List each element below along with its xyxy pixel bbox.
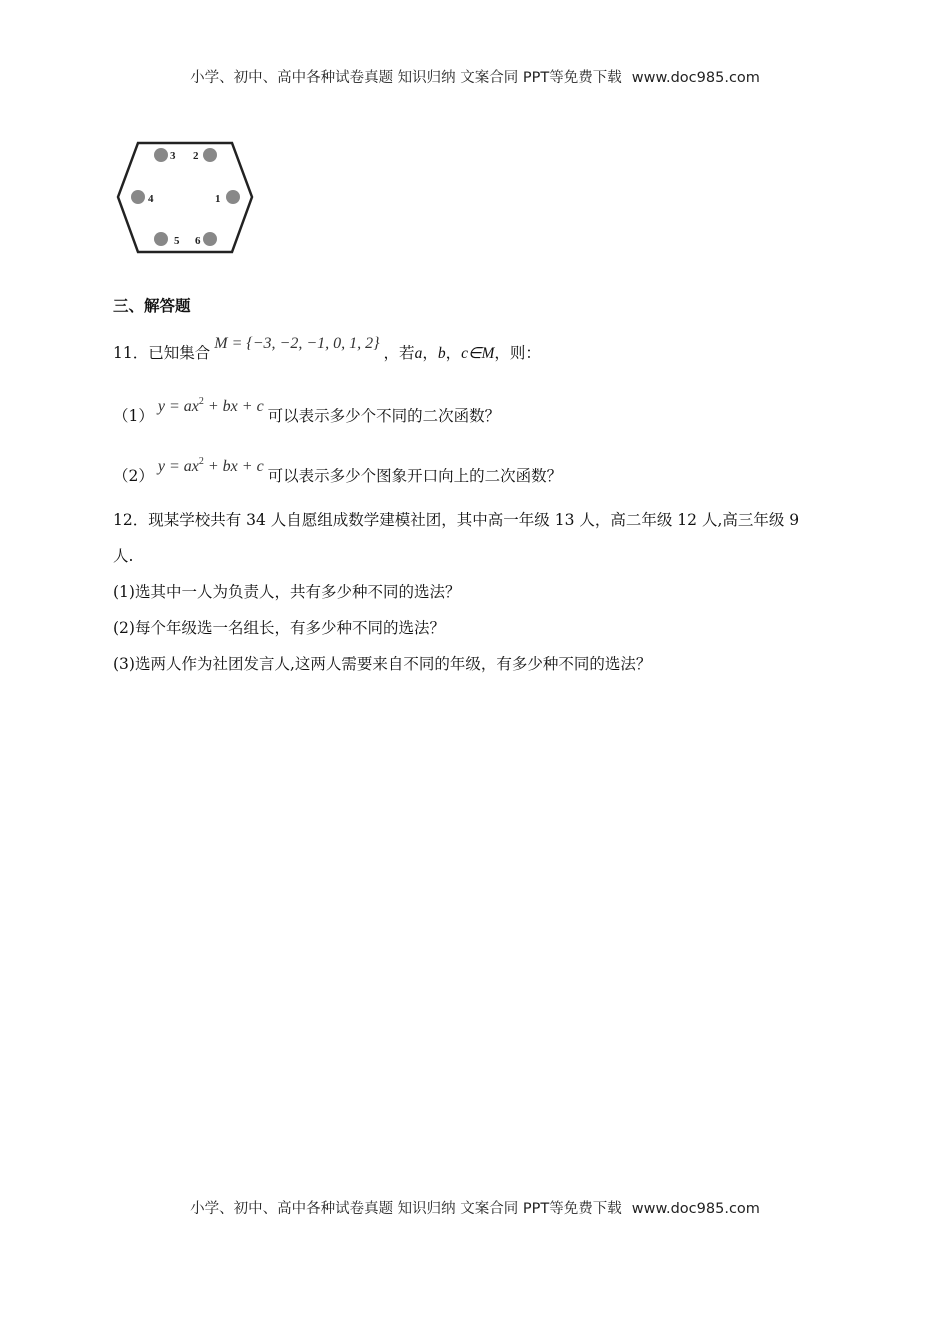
q11-p1-label: （1） <box>113 407 154 425</box>
page-header <box>0 66 950 87</box>
formula-exponent: 2 <box>198 456 204 467</box>
label-5: 5 <box>174 235 180 247</box>
q11-part-2 <box>113 456 563 488</box>
hexagon-figure <box>116 138 256 260</box>
formula-rhs: + bx + c <box>203 398 264 415</box>
hole-1 <box>226 190 240 204</box>
var-c-in-m: c∈M <box>461 345 495 362</box>
label-2: 2 <box>193 150 199 162</box>
q12-part-3: (3)选两人作为社团发言人,这两人需要来自不同的年级，有多少种不同的选法？ <box>113 655 652 673</box>
q11-comma-1: ， <box>422 344 438 362</box>
hole-6 <box>203 232 217 246</box>
page-footer <box>0 1197 950 1218</box>
q11-p1-text: 可以表示多少个不同的二次函数？ <box>267 407 501 425</box>
formula-exponent: 2 <box>198 396 204 407</box>
q12-stem-line-1: 12．现某学校共有 34 人自愿组成数学建模社团，其中高一年级 13 人，高二年级 12 人,高三年级 9 <box>113 511 800 529</box>
hole-2 <box>203 148 217 162</box>
var-a: a <box>414 345 423 362</box>
q11-set-formula: M = {−3, −2, −1, 0, 1, 2} <box>214 335 380 352</box>
q12-stem-line-2: 人. <box>113 547 134 565</box>
footer-url[interactable]: www.doc985.com <box>631 1201 760 1217</box>
footer-text: 小学、初中、高中各种试卷真题 知识归纳 文案合同 PPT等免费下载 <box>190 1201 622 1217</box>
section-title: 三、解答题 <box>113 296 191 315</box>
q11-comma-2: ， <box>445 344 462 362</box>
q11-p2-label: （2） <box>113 467 154 485</box>
label-1: 1 <box>215 193 221 205</box>
q11-prefix: 11．已知集合 <box>113 344 211 362</box>
header-text: 小学、初中、高中各种试卷真题 知识归纳 文案合同 PPT等免费下载 <box>190 70 622 86</box>
q11-p2-text: 可以表示多少个图象开口向上的二次函数？ <box>267 467 563 485</box>
hole-3 <box>154 148 168 162</box>
q11-stem <box>113 335 541 365</box>
label-6: 6 <box>195 235 201 247</box>
q12-part-2: (2)每个年级选一名组长，有多少种不同的选法？ <box>113 619 445 637</box>
formula-lhs: y = ax <box>157 458 199 475</box>
label-4: 4 <box>148 193 154 205</box>
hole-4 <box>131 190 145 204</box>
q11-part-1 <box>113 396 501 428</box>
q11-suffix-pre: ，若 <box>383 344 415 362</box>
var-b: b <box>437 345 446 362</box>
q11-p1-formula <box>158 398 264 415</box>
formula-rhs: + bx + c <box>203 458 264 475</box>
q12-part-1: (1)选其中一人为负责人，共有多少种不同的选法？ <box>113 583 461 601</box>
hole-5 <box>154 232 168 246</box>
q11-suffix-post: ，则： <box>494 344 541 362</box>
label-3: 3 <box>170 150 176 162</box>
q11-p2-formula <box>158 458 264 475</box>
header-url[interactable]: www.doc985.com <box>631 70 760 86</box>
formula-lhs: y = ax <box>157 398 199 415</box>
